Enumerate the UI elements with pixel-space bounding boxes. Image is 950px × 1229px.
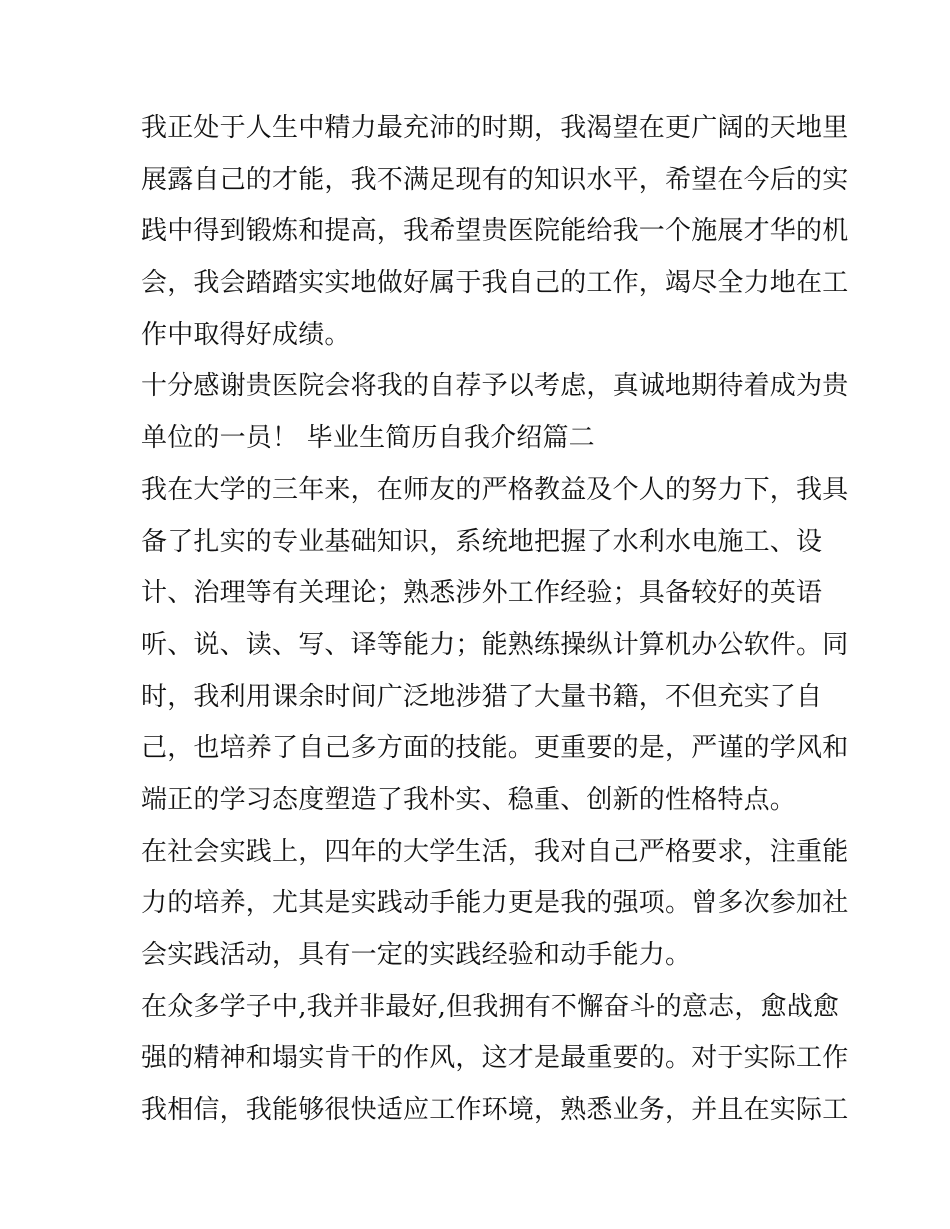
text-line: 十分感谢贵医院会将我的自荐予以考虑，真诚地期待着成为贵: [141, 371, 849, 402]
text-line: 时，我利用课余时间广泛地涉猎了大量书籍，不但充实了自: [141, 681, 823, 712]
document-body: [141, 103, 849, 1137]
text-line: 我正处于人生中精力最充沛的时期，我渴望在更广阔的天地里: [141, 113, 849, 143]
text-line: 端正的学习态度塑造了我朴实、稳重、创新的性格特点。: [141, 784, 797, 815]
text-line: 单位的一员！ 毕业生简历自我介绍篇二: [141, 423, 595, 454]
text-line: 会实践活动，具有一定的实践经验和动手能力。: [141, 940, 692, 970]
text-line: 会，我会踏踏实实地做好属于我自己的工作，竭尽全力地在工: [141, 268, 849, 299]
text-line: 在众多学子中,我并非最好,但我拥有不懈奋斗的意志，愈战愈: [141, 991, 840, 1022]
text-line: 听、说、读、写、译等能力；能熟练操纵计算机办公软件。同: [141, 629, 849, 660]
text-line: 强的精神和塌实肯干的作风，这才是最重要的。对于实际工作: [141, 1043, 849, 1074]
text-line: 展露自己的才能，我不满足现有的知识水平，希望在今后的实: [141, 164, 849, 195]
text-line: 我相信，我能够很快适应工作环境，熟悉业务，并且在实际工: [141, 1095, 849, 1126]
text-line: 作中取得好成绩。: [141, 319, 351, 350]
text-line: 我在大学的三年来，在师友的严格教益及个人的努力下，我具: [141, 474, 849, 505]
text-line: 计、治理等有关理论；熟悉涉外工作经验；具备较好的英语: [141, 578, 823, 609]
text-line: 力的培养，尤其是实践动手能力更是我的强项。曾多次参加社: [141, 888, 849, 919]
text-line: 践中得到锻炼和提高，我希望贵医院能给我一个施展才华的机: [141, 216, 849, 247]
text-line: 备了扎实的专业基础知识，系统地把握了水利水电施工、设: [141, 526, 823, 557]
text-line: 在社会实践上，四年的大学生活，我对自己严格要求，注重能: [141, 836, 849, 867]
text-line: 己，也培养了自己多方面的技能。更重要的是，严谨的学风和: [141, 733, 849, 764]
